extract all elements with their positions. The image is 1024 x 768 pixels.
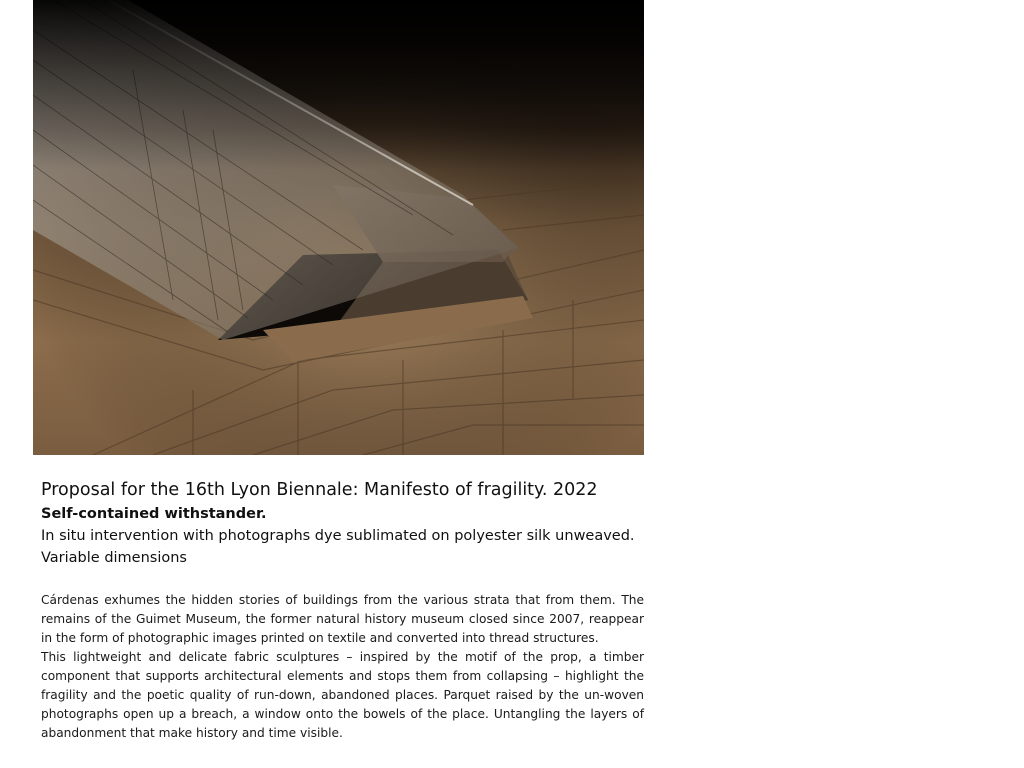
description-paragraph-1: Cárdenas exhumes the hidden stories of buildings from the various strata that from them. The remains of the Guimet Museum, the former natural history museum closed since 2007, reappear in the form of photographic images printed on textile and converted into thread structures. bbox=[41, 593, 644, 645]
artwork-medium: In situ intervention with photographs dye sublimated on polyester silk unweaved. bbox=[41, 528, 635, 544]
artwork-dimensions: Variable dimensions bbox=[41, 550, 187, 566]
artwork-subtitle: Self-contained withstander. bbox=[41, 506, 267, 522]
artwork-description bbox=[41, 591, 644, 743]
artwork-image bbox=[33, 0, 644, 455]
artwork-title: Proposal for the 16th Lyon Biennale: Manifesto of fragility. 2022 bbox=[41, 480, 598, 500]
artwork-photo bbox=[33, 0, 644, 455]
description-paragraph-2: This lightweight and delicate fabric sculptures – inspired by the motif of the prop, a timber component that supports architectural elements and stops them from collapsing – highlight the fragility and the poetic quality of run-down, abandoned places. Parquet raised by the un-woven photographs open up a breach, a window onto the bowels of the place. Untangling the layers of abandonment that make history and time visible. bbox=[41, 650, 644, 740]
artwork-caption bbox=[41, 478, 644, 569]
